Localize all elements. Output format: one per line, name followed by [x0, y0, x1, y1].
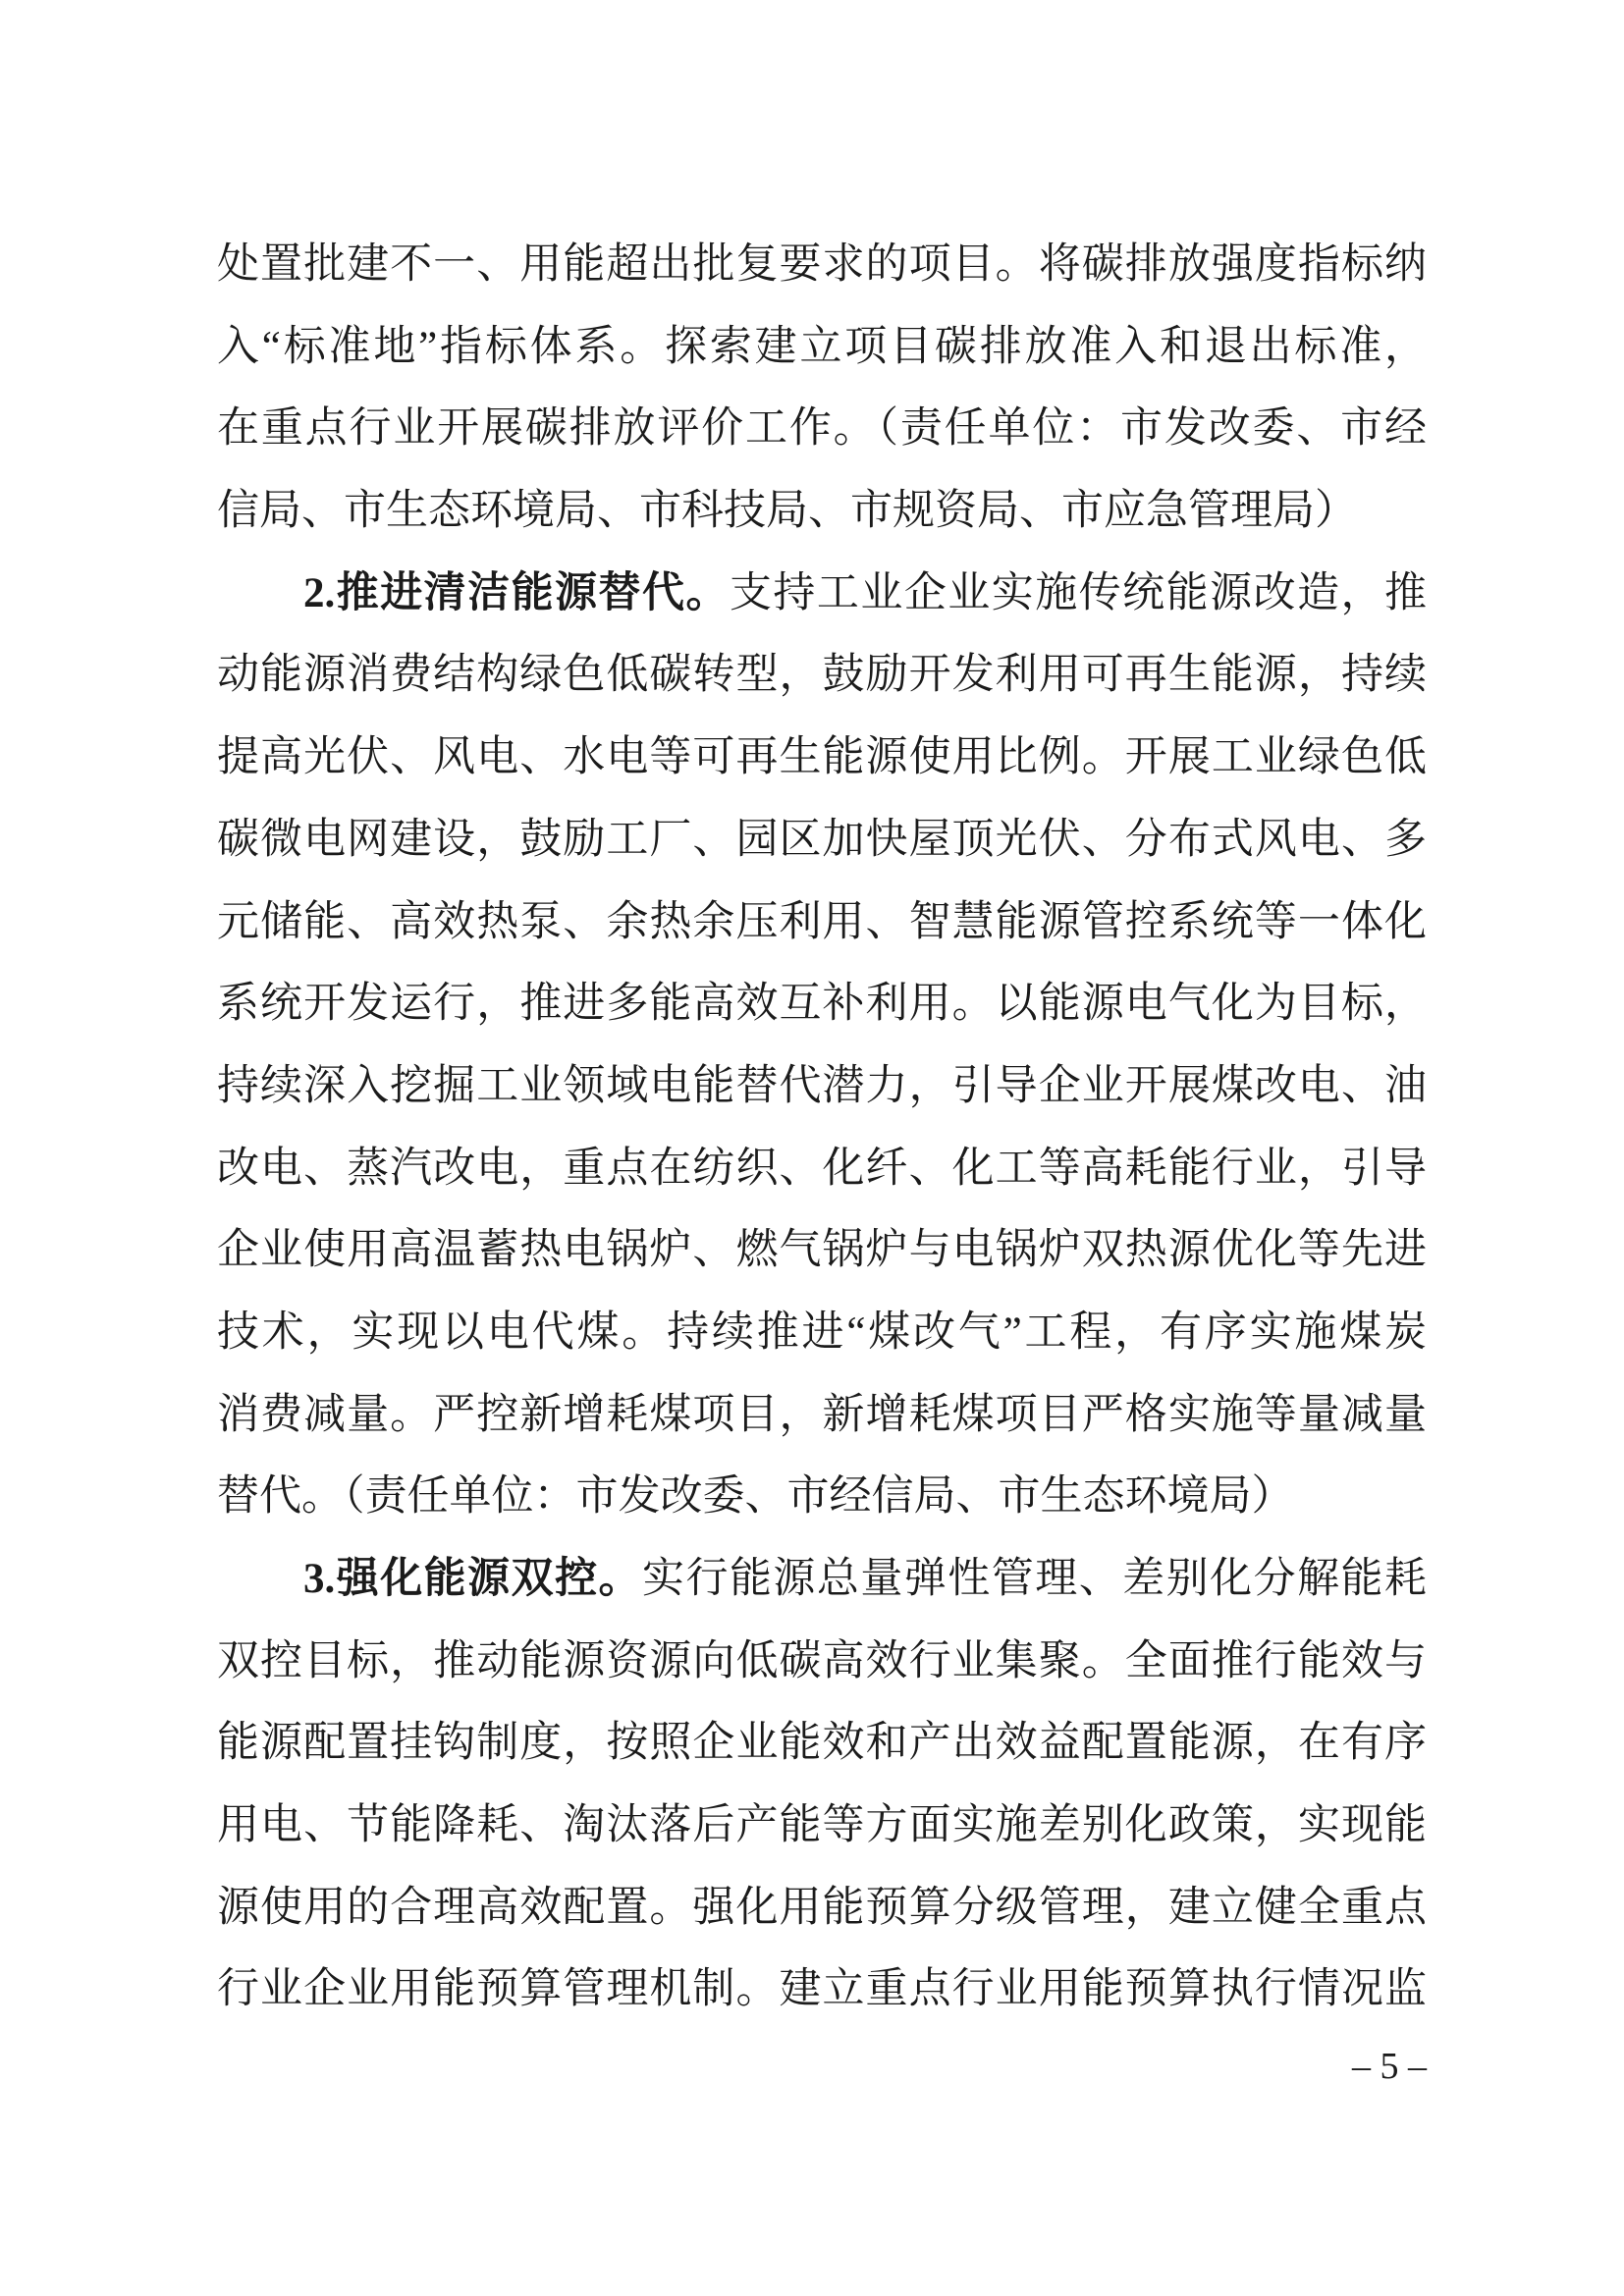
paragraph-heading: 2.推进清洁能源替代。 [303, 569, 730, 616]
text-line: 系统开发运行，推进多能高效互补利用。以能源电气化为目标， [217, 981, 1427, 1028]
first-line-indent [217, 606, 303, 607]
text-line: 在重点行业开展碳排放评价工作。（责任单位：市发改委、市经 [217, 405, 1427, 453]
text-line: 信局、市生态环境局、市科技局、市规资局、市应急管理局） [217, 488, 1357, 535]
text-line: 入“标准地”指标体系。探索建立项目碳排放准入和退出标准， [217, 323, 1427, 370]
text-line-paragraph-start [217, 1538, 1427, 1621]
text-line-paragraph-start [217, 553, 1427, 635]
paragraph-heading: 3.强化能源双控。 [303, 1556, 643, 1602]
text-line: 用电、节能降耗、淘汰落后产能等方面实施差别化政策，实现能 [217, 1802, 1427, 1849]
text-line: 元储能、高效热泵、余热余压利用、智慧能源管控系统等一体化 [217, 898, 1427, 945]
page-number: – 5 – [1352, 2046, 1427, 2087]
text-line: 双控目标，推动能源资源向低碳高效行业集聚。全面推行能效与 [217, 1637, 1427, 1684]
text-line: 替代。（责任单位：市发改委、市经信局、市生态环境局） [217, 1473, 1294, 1521]
text-line: 持续深入挖掘工业领域电能替代潜力，引导企业开展煤改电、油 [217, 1062, 1427, 1109]
paragraph-text: 实行能源总量弹性管理、差别化分解能耗 [642, 1556, 1427, 1602]
text-line: 消费减量。严控新增耗煤项目，新增耗煤项目严格实施等量减量 [217, 1391, 1427, 1438]
text-line: 能源配置挂钩制度，按照企业能效和产出效益配置能源，在有序 [217, 1720, 1427, 1767]
text-line: 碳微电网建设，鼓励工厂、园区加快屋顶光伏、分布式风电、多 [217, 816, 1427, 863]
text-line: 动能源消费结构绿色低碳转型，鼓励开发利用可再生能源，持续 [217, 652, 1427, 699]
text-line: 处置批建不一、用能超出批复要求的项目。将碳排放强度指标纳 [217, 241, 1427, 288]
text-line: 技术，实现以电代煤。持续推进“煤改气”工程，有序实施煤炭 [217, 1308, 1427, 1356]
document-body [217, 224, 1427, 2031]
text-line: 企业使用高温蓄热电锅炉、燃气锅炉与电锅炉双热源优化等先进 [217, 1227, 1427, 1274]
first-line-indent [217, 1591, 303, 1592]
paragraph-text: 支持工业企业实施传统能源改造，推 [729, 569, 1427, 616]
text-line: 提高光伏、风电、水电等可再生能源使用比例。开展工业绿色低 [217, 734, 1427, 781]
text-line: 改电、蒸汽改电，重点在纺织、化纤、化工等高耗能行业，引导 [217, 1145, 1427, 1192]
text-line: 源使用的合理高效配置。强化用能预算分级管理，建立健全重点 [217, 1884, 1427, 1931]
text-line: 行业企业用能预算管理机制。建立重点行业用能预算执行情况监 [217, 1966, 1427, 2013]
